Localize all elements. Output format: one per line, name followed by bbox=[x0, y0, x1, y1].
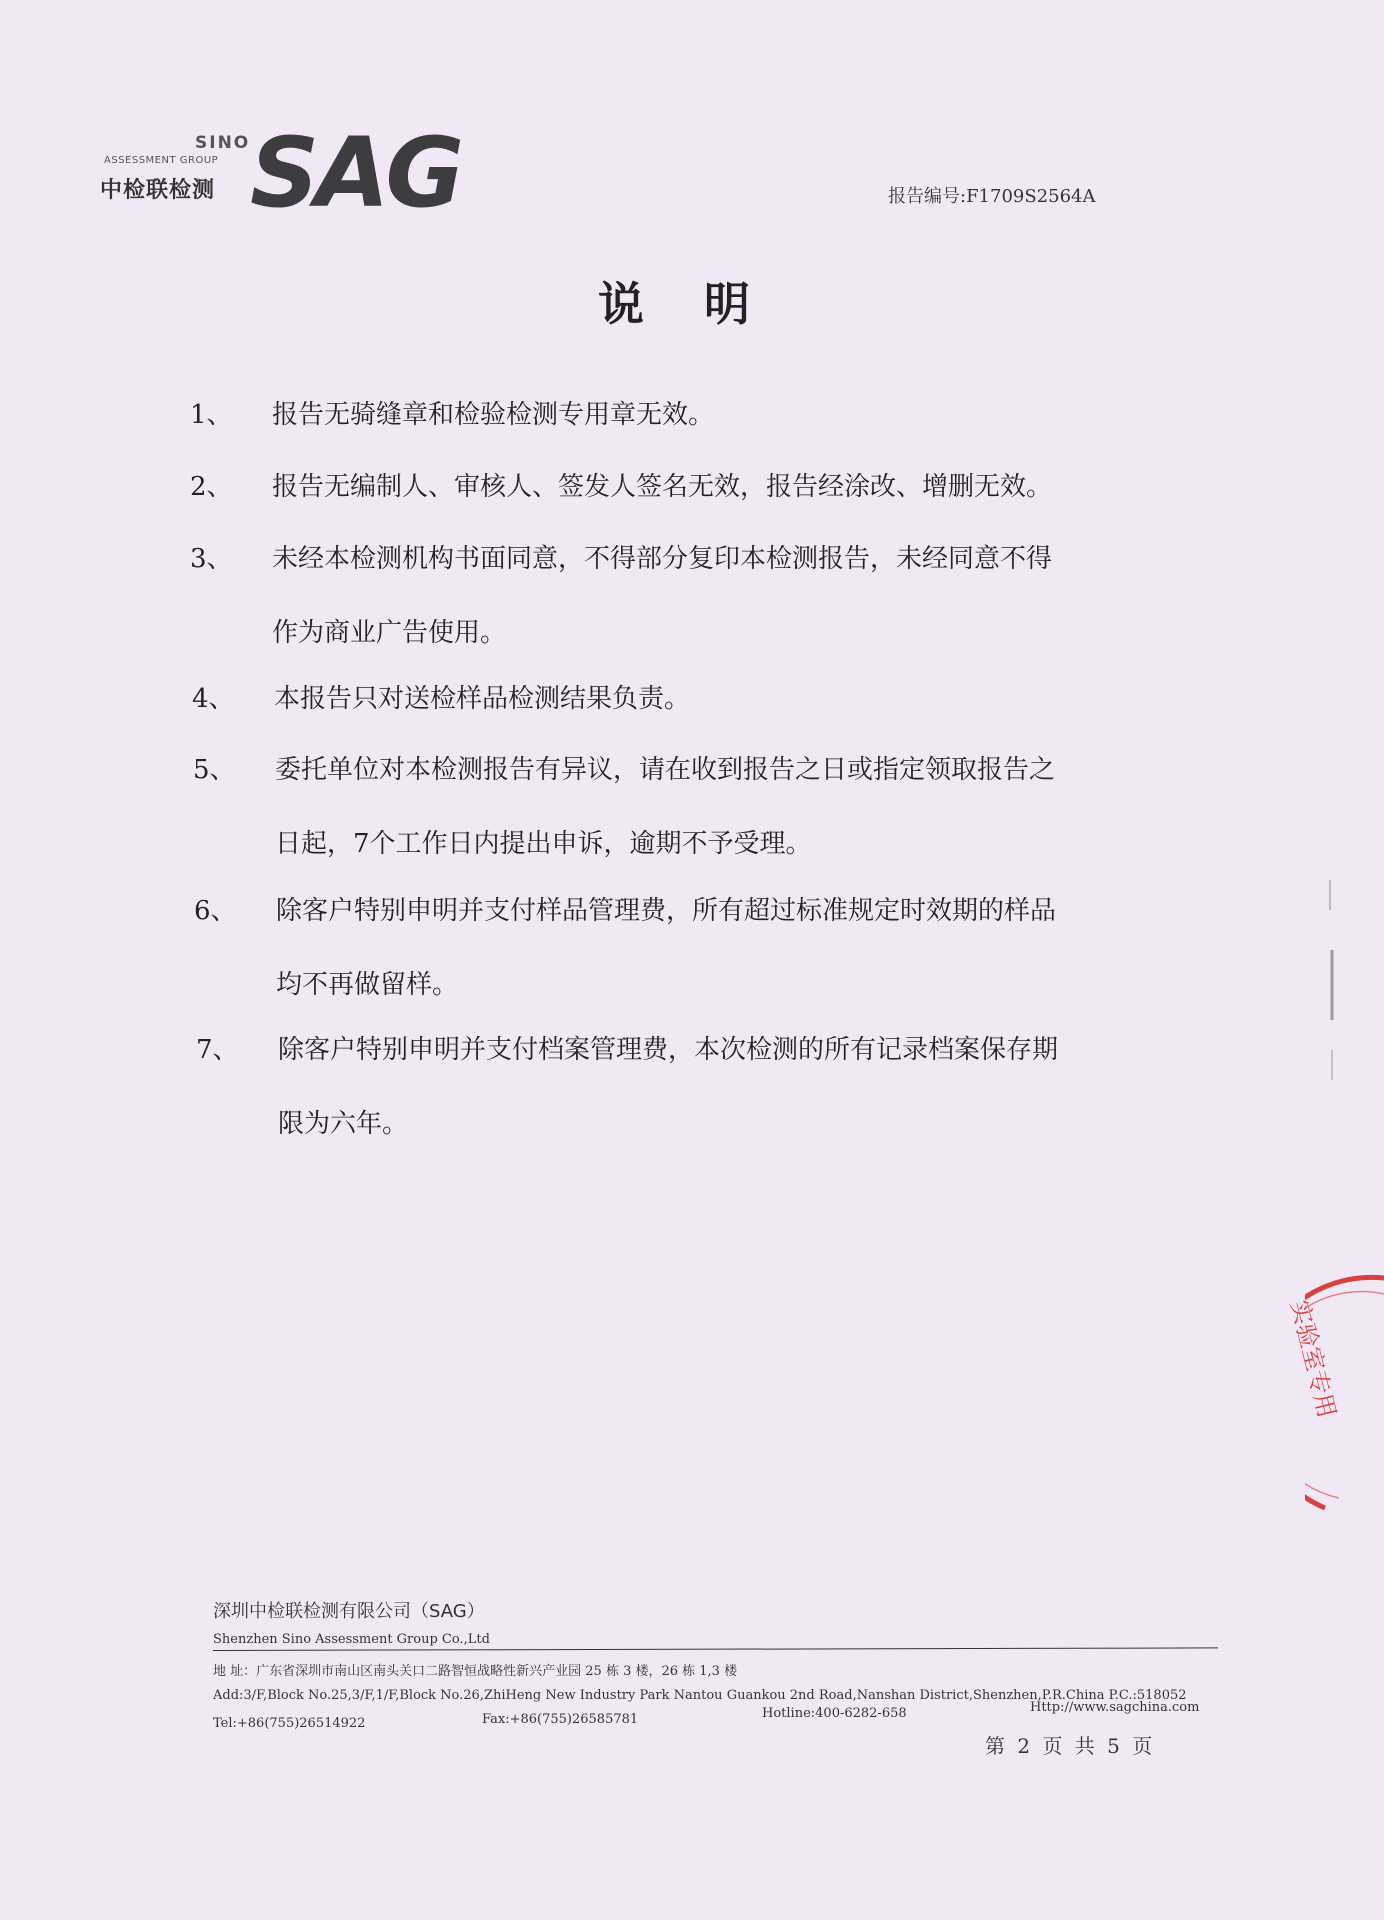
seal-text: 实验室专用 bbox=[1285, 1297, 1342, 1421]
logo-sag-mark: SAG bbox=[250, 117, 461, 229]
sag-logo bbox=[100, 117, 461, 229]
item-number: 2、 bbox=[190, 472, 233, 502]
item-text: 除客户特别申明并支付档案管理费，本次检测的所有记录档案保存期 bbox=[278, 1035, 1059, 1065]
binding-marks bbox=[1320, 880, 1340, 1140]
logo-group-text: ASSESSMENT GROUP bbox=[104, 155, 219, 166]
footer-tel: Tel:+86(755)26514922 bbox=[213, 1716, 366, 1731]
item-text-continued: 限为六年。 bbox=[278, 1109, 409, 1139]
item-number: 4、 bbox=[192, 684, 235, 714]
item-number: 1、 bbox=[190, 400, 233, 430]
footer-fax: Fax:+86(755)26585781 bbox=[482, 1712, 639, 1727]
footer-company-cn: 深圳中检联检测有限公司（SAG） bbox=[213, 1601, 485, 1622]
item-number: 3、 bbox=[190, 544, 233, 574]
page-number: 第 2 页 共 5 页 bbox=[985, 1734, 1156, 1758]
item-text: 本报告只对送检样品检测结果负责。 bbox=[274, 684, 691, 714]
footer-divider bbox=[213, 1647, 1218, 1651]
footer-company-en: Shenzhen Sino Assessment Group Co.,Ltd bbox=[213, 1632, 490, 1647]
item-text: 委托单位对本检测报告有异议，请在收到报告之日或指定领取报告之 bbox=[275, 755, 1056, 785]
item-text: 除客户特别申明并支付样品管理费，所有超过标准规定时效期的样品 bbox=[276, 896, 1057, 926]
item-text: 报告无编制人、审核人、签发人签名无效，报告经涂改、增删无效。 bbox=[272, 472, 1053, 502]
item-number: 5、 bbox=[193, 755, 236, 785]
logo-sino-text: SINO bbox=[195, 133, 251, 153]
item-text-continued: 作为商业广告使用。 bbox=[272, 618, 507, 648]
item-text: 报告无骑缝章和检验检测专用章无效。 bbox=[272, 400, 715, 430]
logo-cn-text: 中检联检测 bbox=[100, 178, 216, 203]
footer-website: Http://www.sagchina.com bbox=[1030, 1700, 1200, 1715]
footer-hotline: Hotline:400-6282-658 bbox=[762, 1706, 907, 1721]
item-number: 6、 bbox=[194, 896, 237, 926]
item-text-continued: 均不再做留样。 bbox=[276, 970, 459, 1000]
page-title: 说明 bbox=[598, 277, 810, 331]
item-text: 未经本检测机构书面同意，不得部分复印本检测报告，未经同意不得 bbox=[272, 544, 1053, 574]
footer-address-en: Add:3/F,Block No.25,3/F,1/F,Block No.26,ZhiHeng New Industry Park Nantou Guankou 2nd Road,Nanshan District,Shenzhen,P.R.China P.C.:518052 bbox=[213, 1688, 1187, 1703]
footer-address-cn: 地 址：广东省深圳市南山区南头关口二路智恒战略性新兴产业园 25 栋 3 楼，26 栋 1,3 楼 bbox=[213, 1664, 738, 1679]
item-text-continued: 日起，7个工作日内提出申诉，逾期不予受理。 bbox=[275, 829, 812, 859]
report-number: 报告编号:F1709S2564A bbox=[888, 186, 1096, 207]
item-number: 7、 bbox=[196, 1035, 239, 1065]
